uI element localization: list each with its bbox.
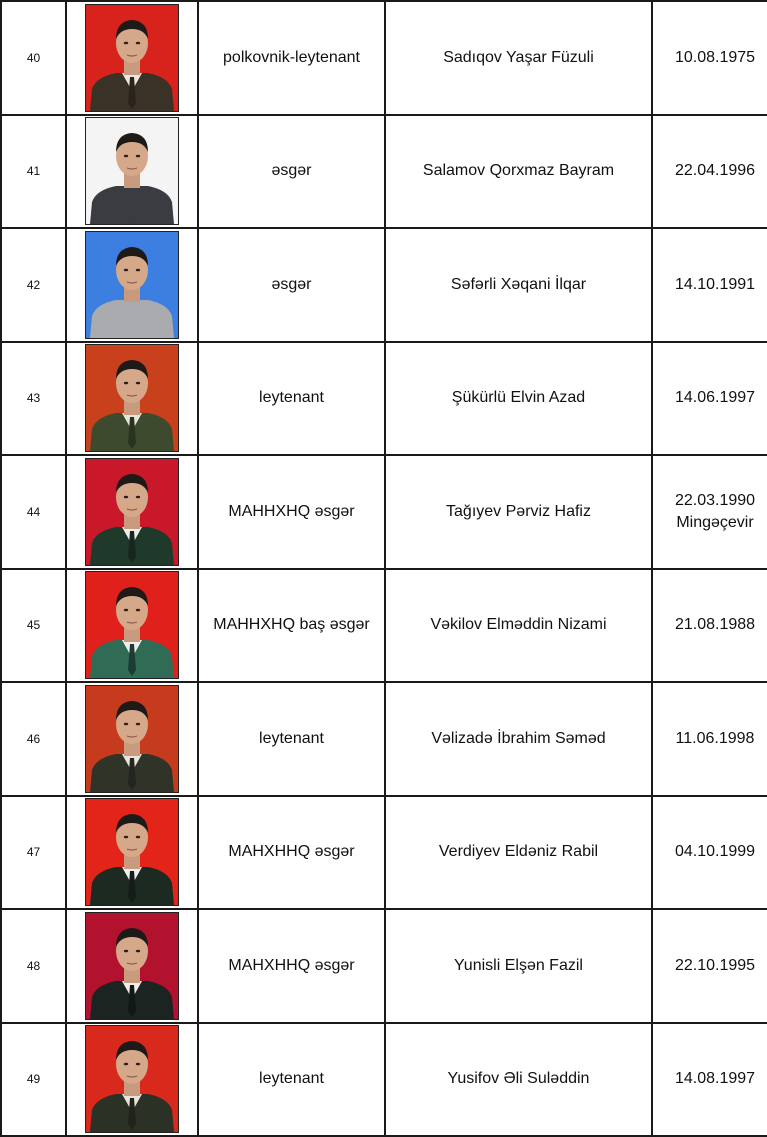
- date-cell: [652, 1023, 767, 1137]
- rank-cell: əsgər: [198, 228, 385, 342]
- birth-date: 21.08.1988: [674, 616, 756, 634]
- name-cell: Verdiyev Eldəniz Rabil: [385, 796, 652, 910]
- photo-cell: [66, 1023, 198, 1137]
- rank-cell: MAHXHHQ əsgər: [198, 909, 385, 1023]
- date-cell: [652, 228, 767, 342]
- name-cell: Yunisli Elşən Fazil: [385, 909, 652, 1023]
- row-number: 46: [1, 682, 66, 796]
- birth-date: 22.03.1990: [674, 492, 756, 510]
- rank-cell: leytenant: [198, 342, 385, 456]
- birth-date: 14.06.1997: [674, 389, 756, 407]
- table-row: [1, 1, 767, 115]
- birth-date: 14.10.1991: [674, 275, 756, 293]
- date-cell: [652, 455, 767, 569]
- photo-cell: [66, 115, 198, 229]
- soldier-photo: [85, 4, 179, 112]
- photo-cell: [66, 682, 198, 796]
- row-number: 43: [1, 342, 66, 456]
- table-row: [1, 569, 767, 683]
- birth-date: 14.08.1997: [674, 1070, 756, 1088]
- date-cell: [652, 342, 767, 456]
- photo-cell: [66, 796, 198, 910]
- name-cell: Şükürlü Elvin Azad: [385, 342, 652, 456]
- date-cell: [652, 115, 767, 229]
- row-number: 47: [1, 796, 66, 910]
- rank-cell: MAHHXHQ baş əsgər: [198, 569, 385, 683]
- row-number: 45: [1, 569, 66, 683]
- rank-cell: leytenant: [198, 1023, 385, 1137]
- name-cell: Sadıqov Yaşar Füzuli: [385, 1, 652, 115]
- soldier-photo: [85, 344, 179, 452]
- soldier-photo: [85, 571, 179, 679]
- row-number: 41: [1, 115, 66, 229]
- photo-cell: [66, 909, 198, 1023]
- name-cell: Salamov Qorxmaz Bayram: [385, 115, 652, 229]
- rank-cell: MAHXHHQ əsgər: [198, 796, 385, 910]
- table-body: [1, 1, 767, 1136]
- birth-date: 10.08.1975: [674, 48, 756, 66]
- table-row: [1, 228, 767, 342]
- photo-cell: [66, 569, 198, 683]
- table-row: [1, 796, 767, 910]
- rank-cell: MAHHXHQ əsgər: [198, 455, 385, 569]
- table-row: [1, 115, 767, 229]
- date-cell: [652, 682, 767, 796]
- name-cell: Tağıyev Pərviz Hafiz: [385, 455, 652, 569]
- birth-date: 22.04.1996: [674, 162, 756, 180]
- soldier-photo: [85, 458, 179, 566]
- date-cell: [652, 1, 767, 115]
- rank-cell: əsgər: [198, 115, 385, 229]
- photo-cell: [66, 228, 198, 342]
- rank-cell: polkovnik-leytenant: [198, 1, 385, 115]
- soldier-photo: [85, 912, 179, 1020]
- name-cell: Vəkilov Elməddin Nizami: [385, 569, 652, 683]
- row-number: 42: [1, 228, 66, 342]
- row-number: 48: [1, 909, 66, 1023]
- rank-cell: leytenant: [198, 682, 385, 796]
- table-row: [1, 342, 767, 456]
- row-number: 49: [1, 1023, 66, 1137]
- name-cell: Səfərli Xəqani İlqar: [385, 228, 652, 342]
- photo-cell: [66, 342, 198, 456]
- table-row: [1, 455, 767, 569]
- table-row: [1, 1023, 767, 1137]
- table-row: [1, 682, 767, 796]
- date-cell: [652, 909, 767, 1023]
- photo-cell: [66, 455, 198, 569]
- name-cell: Vəlizadə İbrahim Səməd: [385, 682, 652, 796]
- birth-place: Mingəçevir: [676, 513, 754, 531]
- birth-date: 22.10.1995: [674, 956, 756, 974]
- table-row: [1, 909, 767, 1023]
- birth-date: 11.06.1998: [675, 729, 755, 747]
- soldier-photo: [85, 685, 179, 793]
- row-number: 44: [1, 455, 66, 569]
- soldier-photo: [85, 798, 179, 906]
- soldier-photo: [85, 231, 179, 339]
- soldier-photo: [85, 117, 179, 225]
- birth-date: 04.10.1999: [674, 843, 756, 861]
- photo-cell: [66, 1, 198, 115]
- row-number: 40: [1, 1, 66, 115]
- date-cell: [652, 569, 767, 683]
- name-cell: Yusifov Əli Suləddin: [385, 1023, 652, 1137]
- soldier-photo: [85, 1025, 179, 1133]
- date-cell: [652, 796, 767, 910]
